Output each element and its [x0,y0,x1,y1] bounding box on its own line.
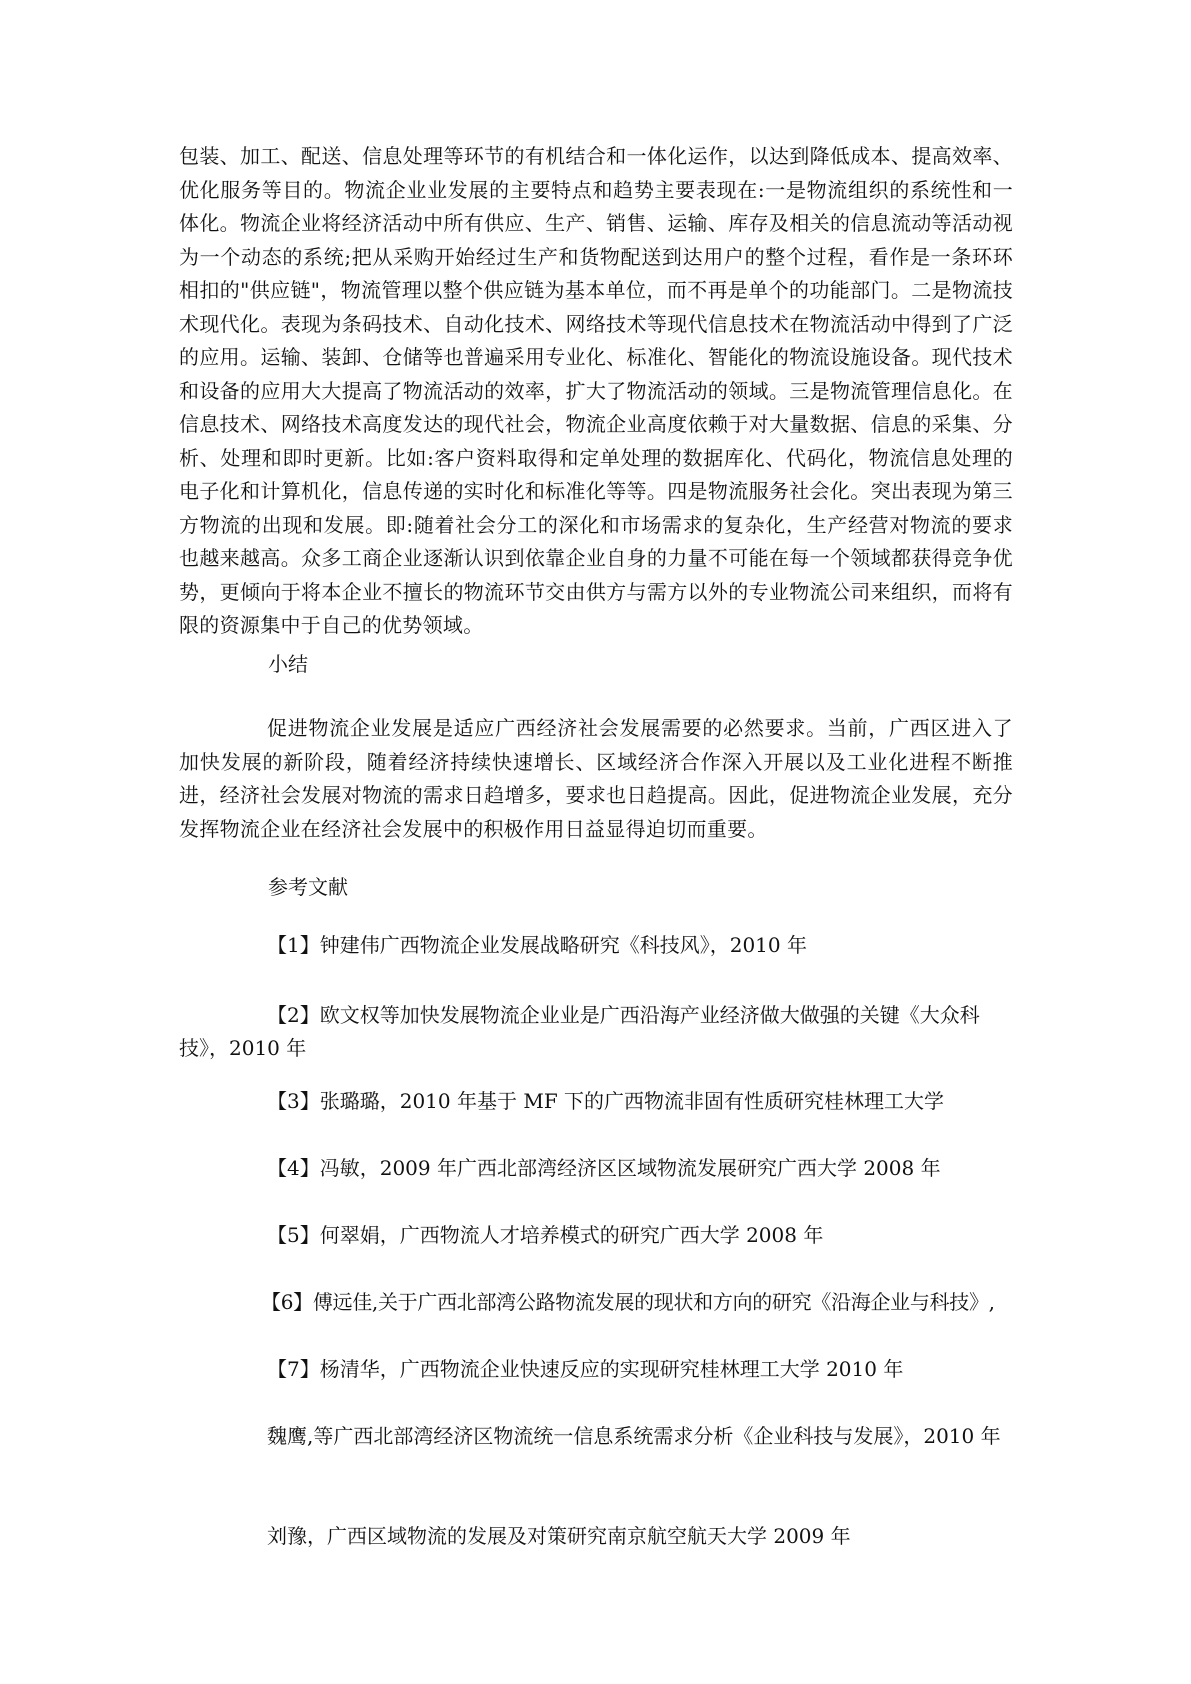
reference-item: 【6】傅远佳,关于广西北部湾公路物流发展的现状和方向的研究《沿海企业与科技》, [261,1290,995,1314]
reference-item: 魏鹰,等广西北部湾经济区物流统一信息系统需求分析《企业科技与发展》，2010 年 [267,1424,1001,1448]
reference-item: 【5】何翠娟，广西物流人才培养模式的研究广西大学 2008 年 [267,1223,824,1247]
reference-item: 【3】张璐璐，2010 年基于 MF 下的广西物流非固有性质研究桂林理工大学 [267,1089,945,1113]
reference-item: 【2】欧文权等加快发展物流企业业是广西沿海产业经济做大做强的关键《大众科技》，2010 年 [179,1003,980,1060]
reference-item: 【1】钟建伟广西物流企业发展战略研究《科技风》，2010 年 [267,933,807,957]
reference-item: 刘豫，广西区域物流的发展及对策研究南京航空航天大学 2009 年 [267,1524,851,1548]
body-paragraph: 包装、加工、配送、信息处理等环节的有机结合和一体化运作，以达到降低成本、提高效率、优化服务等目的。物流企业业发展的主要特点和趋势主要表现在:一是物流组织的系统性和一体化。物流企业将经济活动中所有供应、生产、销售、运输、库存及相关的信息流动等活动视为一个动态的系统;把从采购开始经过生产和货物配送到达用户的整个过程，看作是一条环环相扣的"供应链"，物流管理以整个供应链为基本单位，而不再是单个的功能部门。二是物流技术现代化。表现为条码技术、自动化技术、网络技术等现代信息技术在物流活动中得到了广泛的应用。运输、装卸、仓储等也普遍采用专业化、标准化、智能化的物流设施设备。现代技术和设备的应用大大提高了物流活动的效率，扩大了物流活动的领域。三是物流管理信息化。在信息技术、网络技术高度发达的现代社会，物流企业高度依赖于对大量数据、信息的采集、分析、处理和即时更新。比如:客户资料取得和定单处理的数据库化、代码化，物流信息处理的电子化和计算机化，信息传递的实时化和标准化等等。四是物流服务社会化。突出表现为第三方物流的出现和发展。即:随着社会分工的深化和市场需求的复杂化，生产经营对物流的要求也越来越高。众多工商企业逐渐认识到依靠企业自身的力量不可能在每一个领域都获得竞争优势，更倾向于将本企业不擅长的物流环节交由供方与需方以外的专业物流公司来组织，而将有限的资源集中于自己的优势领域。 [179,144,1013,637]
summary-heading: 小结 [268,652,308,676]
summary-paragraph: 促进物流企业发展是适应广西经济社会发展需要的必然要求。当前，广西区进入了加快发展的新阶段，随着经济持续快速增长、区域经济合作深入开展以及工业化进程不断推进，经济社会发展对物流的需求日趋增多，要求也日趋提高。因此，促进物流企业发展，充分发挥物流企业在经济社会发展中的积极作用日益显得迫切而重要。 [179,716,1013,841]
references-heading: 参考文献 [268,875,348,899]
reference-item: 【7】杨清华，广西物流企业快速反应的实现研究桂林理工大学 2010 年 [267,1357,904,1381]
reference-item: 【4】冯敏，2009 年广西北部湾经济区区域物流发展研究广西大学 2008 年 [267,1156,941,1180]
